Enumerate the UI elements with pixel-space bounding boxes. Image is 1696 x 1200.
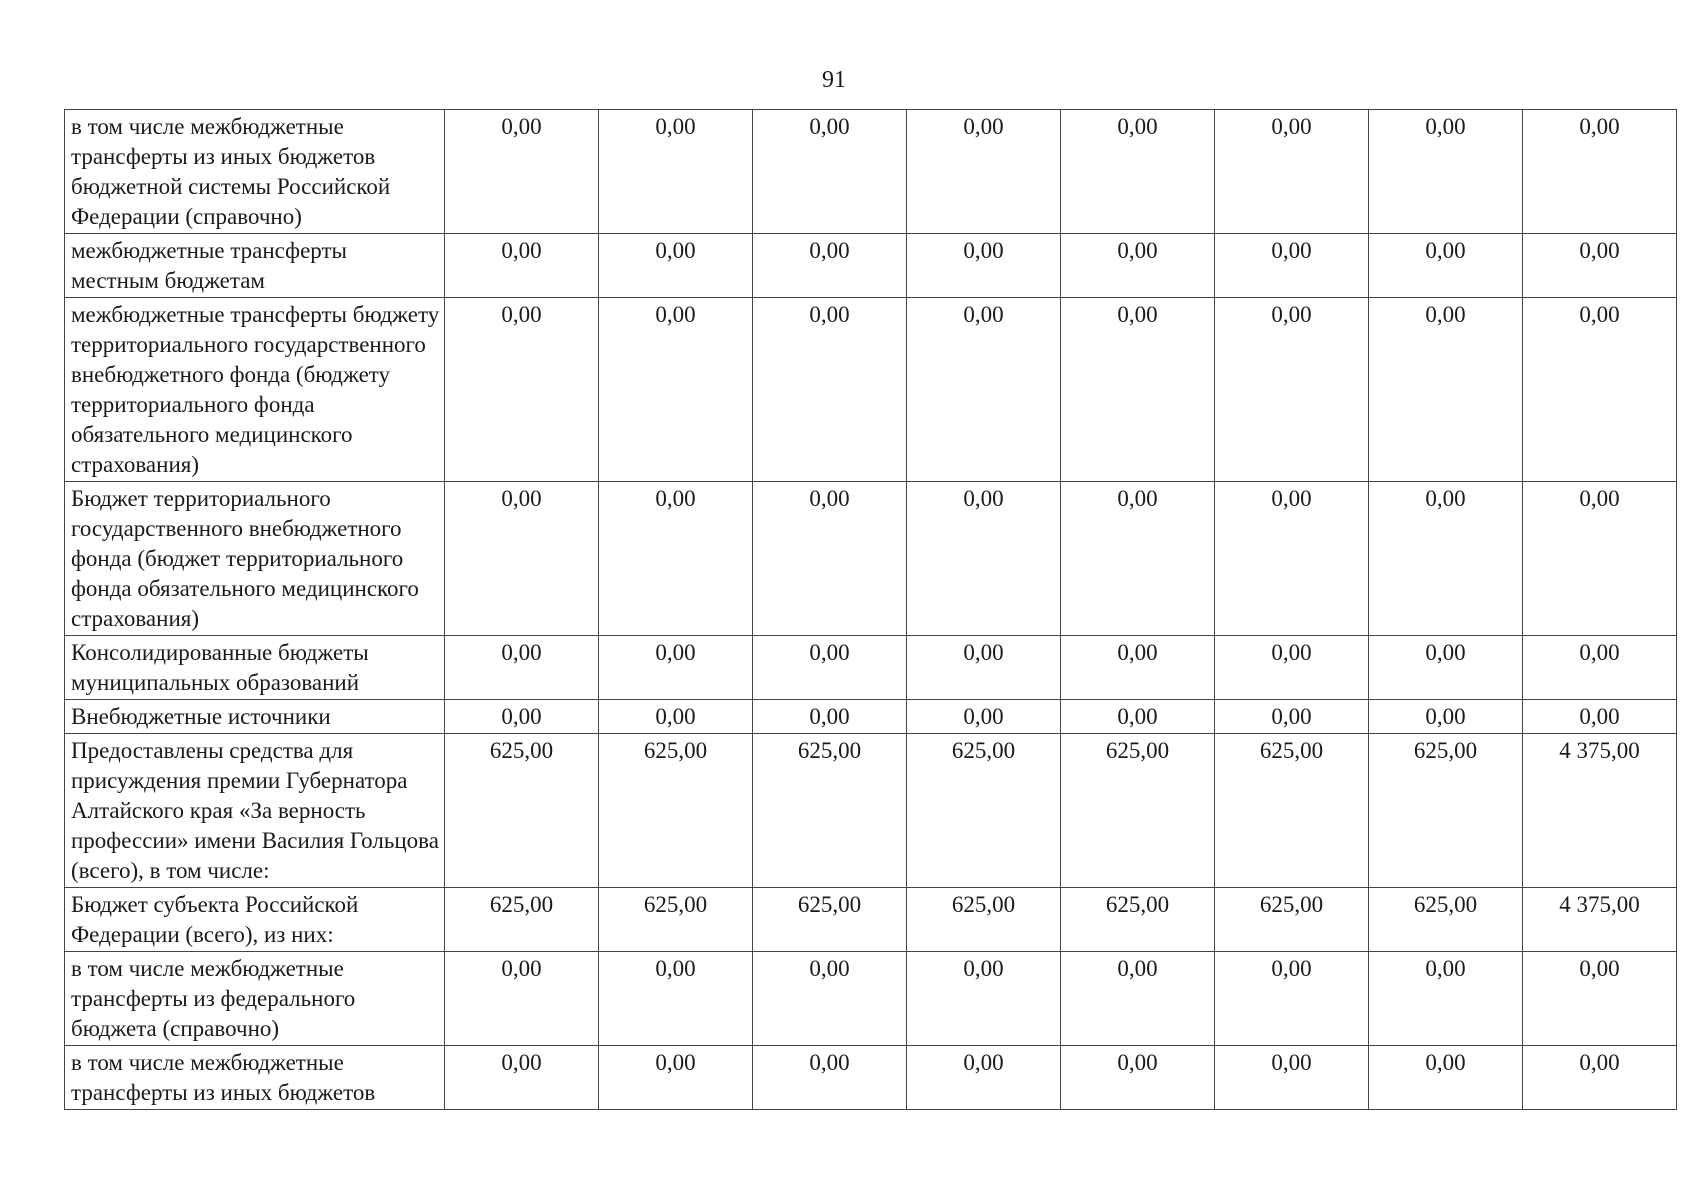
table-cell: 0,00 <box>1215 234 1369 298</box>
table-row <box>65 734 1677 888</box>
table-cell: 625,00 <box>1215 734 1369 888</box>
table-cell: 0,00 <box>753 298 907 482</box>
row-label: Предоставлены средства для присуждения премии Губернатора Алтайского края «За верность профессии» имени Василия Гольцова (всего), в том числе: <box>65 734 445 888</box>
table-cell: 625,00 <box>1369 734 1523 888</box>
table-cell: 625,00 <box>753 734 907 888</box>
table-cell: 0,00 <box>445 636 599 700</box>
table-cell: 0,00 <box>753 110 907 234</box>
table-cell: 0,00 <box>907 110 1061 234</box>
table-row <box>65 636 1677 700</box>
table-cell: 0,00 <box>1061 110 1215 234</box>
table-cell: 0,00 <box>1523 1046 1677 1110</box>
table-cell: 0,00 <box>1369 482 1523 636</box>
table-cell: 0,00 <box>599 1046 753 1110</box>
table-cell: 0,00 <box>1215 1046 1369 1110</box>
table-cell: 625,00 <box>1061 734 1215 888</box>
table-cell: 0,00 <box>1369 234 1523 298</box>
table-row <box>65 110 1677 234</box>
table-cell: 0,00 <box>599 234 753 298</box>
row-label: Бюджет территориального государственного внебюджетного фонда (бюджет территориального фонда обязательного медицинского страхования) <box>65 482 445 636</box>
table-cell: 625,00 <box>907 734 1061 888</box>
table-row <box>65 482 1677 636</box>
table-cell: 0,00 <box>1523 110 1677 234</box>
table-row <box>65 952 1677 1046</box>
page-number: 91 <box>822 67 846 93</box>
table-cell: 0,00 <box>1523 700 1677 734</box>
table-cell: 0,00 <box>445 1046 599 1110</box>
table-cell: 0,00 <box>1369 636 1523 700</box>
table-cell: 625,00 <box>599 734 753 888</box>
row-label: в том числе межбюджетные трансферты из федерального бюджета (справочно) <box>65 952 445 1046</box>
table-cell: 0,00 <box>1369 110 1523 234</box>
table-cell: 0,00 <box>445 482 599 636</box>
table-cell: 0,00 <box>1523 952 1677 1046</box>
row-label: межбюджетные трансферты местным бюджетам <box>65 234 445 298</box>
table-cell: 0,00 <box>1369 298 1523 482</box>
table-cell: 625,00 <box>1215 888 1369 952</box>
table-cell: 0,00 <box>753 482 907 636</box>
table-cell: 0,00 <box>1215 298 1369 482</box>
row-label: в том числе межбюджетные трансферты из иных бюджетов бюджетной системы Российской Федерации (справочно) <box>65 110 445 234</box>
table-cell: 0,00 <box>599 700 753 734</box>
table-cell: 0,00 <box>445 234 599 298</box>
table-cell: 0,00 <box>753 636 907 700</box>
table-cell: 0,00 <box>907 1046 1061 1110</box>
table-row <box>65 1046 1677 1110</box>
table-cell: 0,00 <box>907 234 1061 298</box>
table-cell: 0,00 <box>1215 636 1369 700</box>
table-cell: 0,00 <box>1523 636 1677 700</box>
table-cell: 0,00 <box>445 110 599 234</box>
table-cell: 4 375,00 <box>1523 734 1677 888</box>
table-cell: 0,00 <box>1369 1046 1523 1110</box>
table-cell: 0,00 <box>1061 636 1215 700</box>
table-cell: 0,00 <box>1061 298 1215 482</box>
table-cell: 0,00 <box>1369 700 1523 734</box>
table-cell: 0,00 <box>753 234 907 298</box>
table-cell: 0,00 <box>1061 482 1215 636</box>
table-cell: 0,00 <box>599 298 753 482</box>
table-cell: 0,00 <box>1523 298 1677 482</box>
table-cell: 0,00 <box>1523 234 1677 298</box>
budget-table <box>64 109 1677 1110</box>
table-row <box>65 888 1677 952</box>
row-label: Бюджет субъекта Российской Федерации (всего), из них: <box>65 888 445 952</box>
table-cell: 625,00 <box>1369 888 1523 952</box>
table-cell: 0,00 <box>907 700 1061 734</box>
table-cell: 625,00 <box>907 888 1061 952</box>
row-label: в том числе межбюджетные трансферты из иных бюджетов <box>65 1046 445 1110</box>
table-cell: 0,00 <box>753 952 907 1046</box>
table-cell: 625,00 <box>445 888 599 952</box>
table-cell: 0,00 <box>1061 1046 1215 1110</box>
table-cell: 0,00 <box>445 700 599 734</box>
table-cell: 0,00 <box>1061 700 1215 734</box>
table-body <box>65 110 1677 1110</box>
table-cell: 0,00 <box>1061 234 1215 298</box>
table-cell: 625,00 <box>445 734 599 888</box>
table-cell: 0,00 <box>599 482 753 636</box>
table-cell: 0,00 <box>1523 482 1677 636</box>
table-cell: 0,00 <box>599 110 753 234</box>
table-cell: 0,00 <box>599 636 753 700</box>
table-cell: 0,00 <box>1061 952 1215 1046</box>
table-cell: 0,00 <box>753 1046 907 1110</box>
table-row <box>65 234 1677 298</box>
table-cell: 0,00 <box>445 952 599 1046</box>
row-label: Консолидированные бюджеты муниципальных образований <box>65 636 445 700</box>
table-cell: 0,00 <box>1215 482 1369 636</box>
table-cell: 0,00 <box>599 952 753 1046</box>
table-cell: 0,00 <box>907 952 1061 1046</box>
table-cell: 0,00 <box>907 482 1061 636</box>
row-label: межбюджетные трансферты бюджету территориального государственного внебюджетного фонда (бюджету территориального фонда обязательного медицинского страхования) <box>65 298 445 482</box>
table-cell: 0,00 <box>753 700 907 734</box>
table-row <box>65 700 1677 734</box>
table-cell: 625,00 <box>1061 888 1215 952</box>
table-cell: 0,00 <box>1215 110 1369 234</box>
table-cell: 4 375,00 <box>1523 888 1677 952</box>
table-cell: 0,00 <box>1215 700 1369 734</box>
table-cell: 625,00 <box>599 888 753 952</box>
table-cell: 0,00 <box>1369 952 1523 1046</box>
table-cell: 0,00 <box>445 298 599 482</box>
table-cell: 0,00 <box>907 298 1061 482</box>
table-cell: 0,00 <box>907 636 1061 700</box>
table-row <box>65 298 1677 482</box>
table-cell: 0,00 <box>1215 952 1369 1046</box>
row-label: Внебюджетные источники <box>65 700 445 734</box>
table-cell: 625,00 <box>753 888 907 952</box>
